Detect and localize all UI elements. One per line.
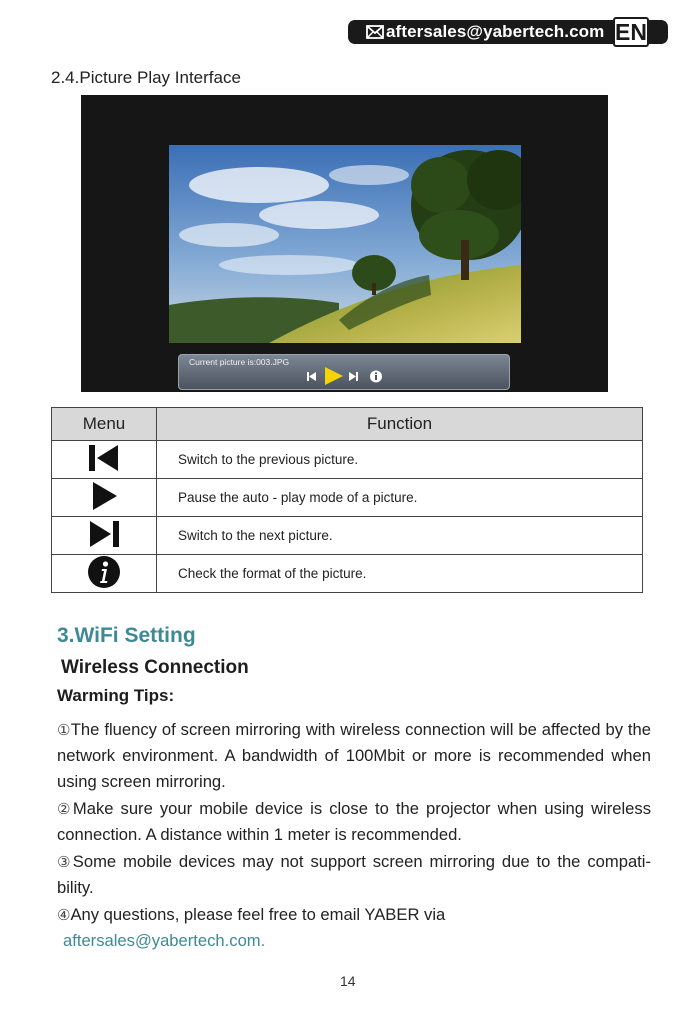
tip-text: The fluency of screen mirroring with wireless connection will be affected by the network environment. A bandwidth of 100Mbit or more is recommended when using screen mirroring. [57, 720, 652, 791]
tip-paragraph [57, 849, 651, 901]
play-icon[interactable] [325, 367, 343, 385]
osd-controls [305, 366, 385, 386]
play-icon [87, 480, 121, 512]
table-row [52, 479, 643, 517]
function-text: Switch to the previous picture. [157, 441, 643, 479]
tip-number: ② [57, 800, 73, 818]
info-icon[interactable] [370, 371, 382, 383]
section-title: 2.4.Picture Play Interface [51, 68, 241, 87]
next-icon [87, 519, 121, 549]
table-header-function: Function [157, 408, 643, 441]
osd-current-picture: Current picture is:003.JPG [189, 357, 290, 367]
function-text: Pause the auto - play mode of a picture. [157, 479, 643, 517]
tip-number: ① [57, 721, 71, 739]
function-text: Switch to the next picture. [157, 517, 643, 555]
warming-tips-heading: Warming Tips: [57, 686, 175, 705]
page-number: 14 [340, 973, 356, 989]
info-icon [87, 555, 121, 589]
support-email-link[interactable]: aftersales@yabertech.com. [63, 931, 266, 950]
mail-icon [366, 23, 384, 41]
wifi-setting-heading: 3.WiFi Setting [57, 624, 196, 647]
landscape-photo [169, 145, 521, 343]
table-row [52, 517, 643, 555]
header-email[interactable]: aftersales@yabertech.com [386, 22, 605, 41]
wireless-connection-heading: Wireless Connection [61, 657, 249, 678]
table-row [52, 555, 643, 593]
tip-paragraph [57, 796, 651, 848]
tip-number: ③ [57, 853, 73, 871]
function-text: Check the format of the picture. [157, 555, 643, 593]
tip-text: Any questions, please feel free to email YABER via [70, 905, 446, 924]
tip-text: Some mobile devices may not support screen mirroring due to the compati-bility. [57, 852, 651, 897]
tip-paragraph [57, 902, 651, 928]
language-badge: EN [613, 17, 649, 47]
prev-icon[interactable] [307, 372, 316, 381]
table-row [52, 441, 643, 479]
tip-number: ④ [57, 906, 71, 924]
table-header-menu: Menu [52, 408, 157, 441]
menu-function-table [51, 407, 643, 593]
next-icon[interactable] [349, 372, 358, 381]
tip-paragraph [57, 717, 651, 795]
tip-text: Make sure your mobile device is close to the projector when using wireless connection. A distance within 1 meter is recommended. [57, 799, 651, 844]
previous-icon [87, 443, 121, 473]
